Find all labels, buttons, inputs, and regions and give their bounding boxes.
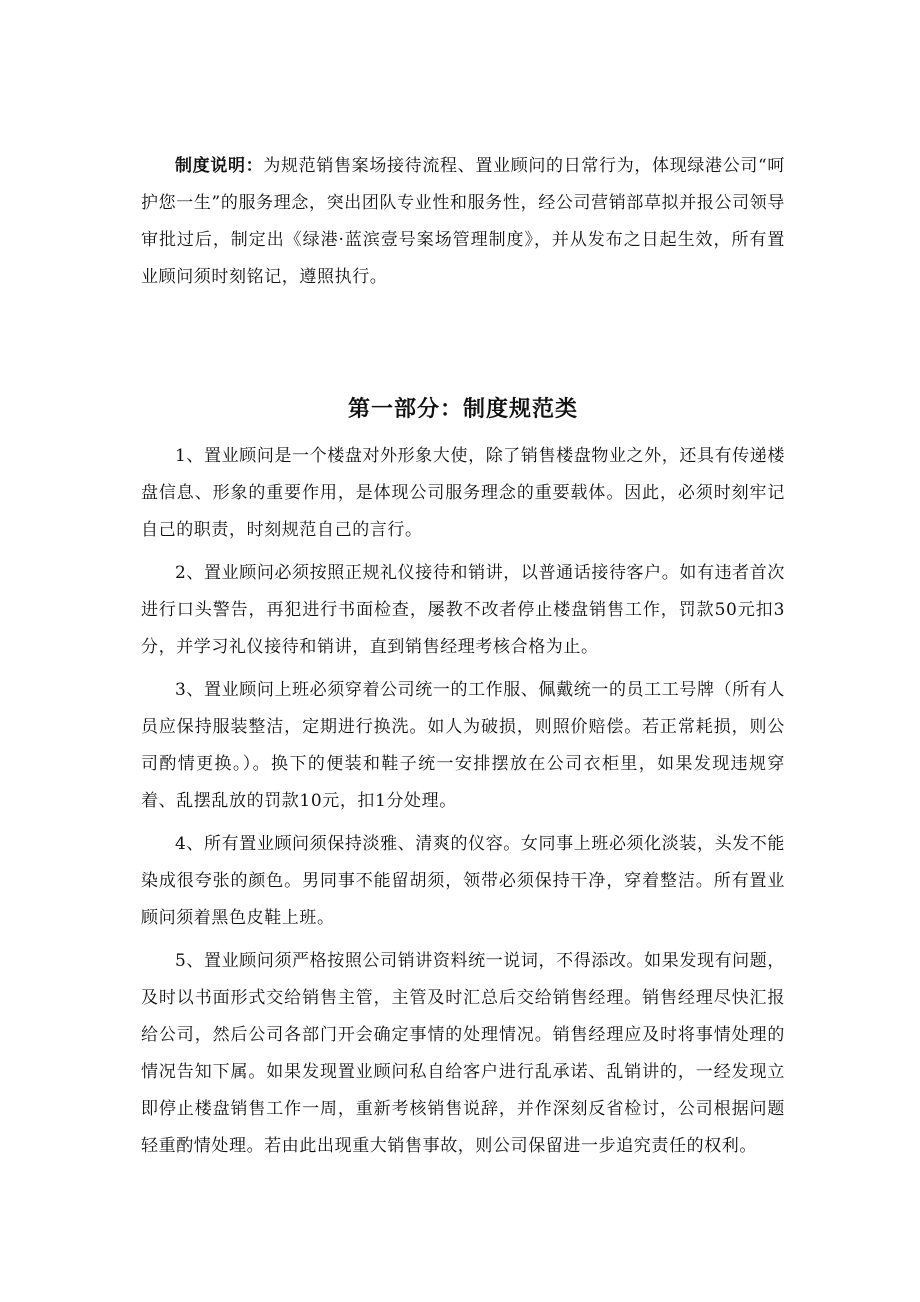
rule-item: 2、置业顾问必须按照正规礼仪接待和销讲，以普通话接待客户。如有违者首次进行口头警告，再犯进行书面检查，屡教不改者停止楼盘销售工作，罚款50元扣3分，并学习礼仪接待和销讲，直到销售经理考核合格为止。 — [141, 563, 785, 657]
rule-item: 5、置业顾问须严格按照公司销讲资料统一说词，不得添改。如果发现有问题，及时以书面形式交给销售主管，主管及时汇总后交给销售经理。销售经理尽快汇报给公司，然后公司各部门开会确定事情的处理情况。销售经理应及时将事情处理的情况告知下属。如果发现置业顾问私自给客户进行乱承诺、乱销讲的，一经发现立即停止楼盘销售工作一周，重新考核销售说辞，并作深刻反省检讨，公司根据问题轻重酌情处理。若由此出现重大销售事故，则公司保留进一步追究责任的权利。 — [141, 951, 785, 1156]
intro-lead: 制度说明： — [175, 156, 264, 176]
rules-list — [141, 438, 785, 1171]
rule-item: 1、置业顾问是一个楼盘对外形象大使，除了销售楼盘物业之外，还具有传递楼盘信息、形象的重要作用，是体现公司服务理念的重要载体。因此，必须时刻牢记自己的职责，时刻规范自己的言行。 — [141, 446, 785, 540]
rule-item: 3、置业顾问上班必须穿着公司统一的工作服、佩戴统一的员工工号牌（所有人员应保持服装整洁，定期进行换洗。如人为破损，则照价赔偿。若正常耗损，则公司酌情更换。）。换下的便装和鞋子统一安排摆放在公司衣柜里，如果发现违规穿着、乱摆乱放的罚款10元，扣1分处理。 — [141, 680, 785, 811]
section-title: 第一部分：制度规范类 — [347, 396, 578, 422]
rule-item: 4、所有置业顾问须保持淡雅、清爽的仪容。女同事上班必须化淡装，头发不能染成很夸张的颜色。男同事不能留胡须，领带必须保持干净，穿着整洁。所有置业顾问须着黑色皮鞋上班。 — [141, 834, 785, 928]
intro-text — [141, 148, 785, 296]
intro-paragraph — [141, 148, 785, 296]
intro-body: 为规范销售案场接待流程、置业顾问的日常行为，体现绿港公司“呵护您一生”的服务理念，突出团队专业性和服务性，经公司营销部草拟并报公司领导审批过后，制定出《绿港·蓝滨壹号案场管理制度》，并从发布之日起生效，所有置业顾问须时刻铭记，遵照执行。 — [141, 156, 785, 287]
